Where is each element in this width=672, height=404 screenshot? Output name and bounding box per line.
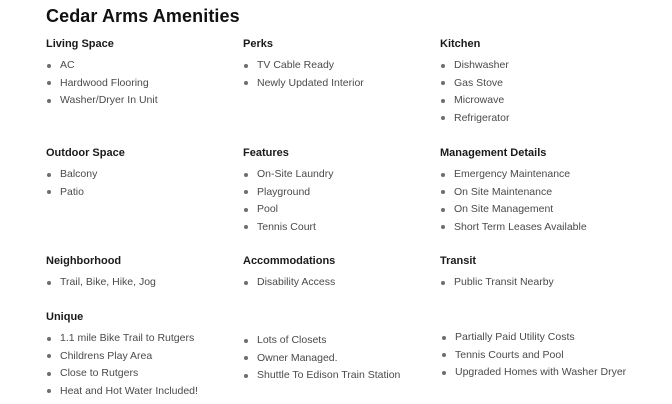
amenity-item xyxy=(441,364,626,382)
amenity-label: Hardwood Flooring xyxy=(60,76,149,89)
amenity-item xyxy=(46,383,198,401)
amenity-list xyxy=(243,166,333,236)
amenity-label: Newly Updated Interior xyxy=(257,76,364,89)
amenity-item xyxy=(440,92,509,110)
section-living-space xyxy=(46,38,158,110)
amenity-item xyxy=(46,348,198,366)
section-heading: Kitchen xyxy=(440,38,481,50)
amenity-item xyxy=(243,332,400,350)
amenity-item xyxy=(46,184,125,202)
amenity-item xyxy=(243,201,333,219)
bullet-icon xyxy=(244,190,248,194)
amenity-list xyxy=(243,274,335,292)
amenity-label: Public Transit Nearby xyxy=(454,276,554,288)
amenity-label: Balcony xyxy=(60,168,98,180)
bullet-icon xyxy=(244,225,248,229)
amenity-label: Patio xyxy=(60,185,84,198)
amenity-label: AC xyxy=(60,59,75,71)
amenity-list xyxy=(440,166,587,236)
amenity-list xyxy=(46,330,198,400)
amenity-label: Partially Paid Utility Costs xyxy=(455,331,575,343)
bullet-icon xyxy=(441,99,445,103)
amenity-label: On Site Management xyxy=(454,203,554,215)
amenity-list xyxy=(440,57,509,127)
amenity-label: Dishwasher xyxy=(454,59,509,71)
amenity-item xyxy=(46,92,158,110)
bullet-icon xyxy=(244,208,248,212)
section-management-details xyxy=(440,147,587,236)
amenity-item xyxy=(441,329,626,347)
bullet-icon xyxy=(244,281,248,285)
section-unique-column-3 xyxy=(441,329,626,382)
amenity-label: Pool xyxy=(257,203,279,215)
bullet-icon xyxy=(441,116,445,120)
bullet-icon xyxy=(47,190,51,194)
amenity-label: Refrigerator xyxy=(454,111,510,124)
section-heading: Features xyxy=(243,147,289,159)
section-heading: Outdoor Space xyxy=(46,147,125,159)
amenity-label: Short Term Leases Available xyxy=(454,220,587,233)
amenity-item xyxy=(46,330,198,348)
bullet-icon xyxy=(442,336,446,340)
bullet-icon xyxy=(244,339,248,343)
bullet-icon xyxy=(441,64,445,68)
amenity-label: Washer/Dryer In Unit xyxy=(60,94,158,106)
amenity-label: Tennis Courts and Pool xyxy=(455,348,564,361)
amenity-item xyxy=(243,75,364,93)
amenity-list xyxy=(441,329,626,382)
bullet-icon xyxy=(47,281,51,285)
amenity-label: Lots of Closets xyxy=(257,334,327,346)
bullet-icon xyxy=(244,81,248,85)
section-transit xyxy=(440,255,554,292)
bullet-icon xyxy=(441,81,445,85)
section-unique xyxy=(46,311,198,400)
bullet-icon xyxy=(441,173,445,177)
amenity-label: Childrens Play Area xyxy=(60,349,153,362)
amenity-list xyxy=(440,274,554,292)
bullet-icon xyxy=(244,64,248,68)
amenity-label: Disability Access xyxy=(257,276,336,288)
amenity-item xyxy=(440,274,554,292)
amenity-list xyxy=(46,274,156,292)
amenity-item xyxy=(440,184,587,202)
section-heading: Neighborhood xyxy=(46,255,122,267)
amenity-item xyxy=(441,347,626,365)
bullet-icon xyxy=(442,353,446,357)
section-neighborhood xyxy=(46,255,156,292)
amenity-item xyxy=(46,274,156,292)
amenity-label: Heat and Hot Water Included! xyxy=(60,384,198,397)
bullet-icon xyxy=(441,208,445,212)
amenity-item xyxy=(243,166,333,184)
amenity-label: On-Site Laundry xyxy=(257,168,334,180)
bullet-icon xyxy=(47,389,51,393)
amenity-label: Owner Managed. xyxy=(257,351,338,364)
amenity-item xyxy=(440,57,509,75)
amenity-label: Trail, Bike, Hike, Jog xyxy=(60,276,156,288)
amenity-item xyxy=(243,219,333,237)
amenity-label: TV Cable Ready xyxy=(257,59,335,71)
amenity-label: Close to Rutgers xyxy=(60,367,139,379)
amenity-item xyxy=(46,365,198,383)
bullet-icon xyxy=(441,225,445,229)
amenity-item xyxy=(46,75,158,93)
amenity-label: Gas Stove xyxy=(454,76,504,89)
bullet-icon xyxy=(47,81,51,85)
amenity-item xyxy=(243,274,335,292)
bullet-icon xyxy=(441,190,445,194)
amenity-item xyxy=(243,350,400,368)
section-heading: Management Details xyxy=(440,147,547,159)
section-unique-column-2 xyxy=(243,332,400,385)
amenity-item xyxy=(440,75,509,93)
bullet-icon xyxy=(47,337,51,341)
bullet-icon xyxy=(47,64,51,68)
section-heading: Unique xyxy=(46,311,84,323)
amenity-item xyxy=(46,57,158,75)
bullet-icon xyxy=(244,374,248,378)
section-accommodations xyxy=(243,255,335,292)
amenity-list xyxy=(46,166,125,201)
section-kitchen xyxy=(440,38,509,127)
amenity-item xyxy=(440,219,587,237)
amenity-label: Microwave xyxy=(454,94,505,106)
section-perks xyxy=(243,38,364,92)
amenity-label: Upgraded Homes with Washer Dryer xyxy=(455,366,627,378)
bullet-icon xyxy=(441,281,445,285)
section-heading: Transit xyxy=(440,255,477,267)
bullet-icon xyxy=(244,356,248,360)
amenity-item xyxy=(243,367,400,385)
amenity-label: Shuttle To Edison Train Station xyxy=(257,369,401,381)
amenity-label: On Site Maintenance xyxy=(454,185,553,198)
bullet-icon xyxy=(47,372,51,376)
bullet-icon xyxy=(47,354,51,358)
bullet-icon xyxy=(442,371,446,375)
amenity-label: Tennis Court xyxy=(257,220,316,233)
amenity-label: Emergency Maintenance xyxy=(454,168,571,180)
amenity-item xyxy=(243,57,364,75)
amenity-label: Playground xyxy=(257,185,311,198)
amenity-item xyxy=(440,166,587,184)
bullet-icon xyxy=(47,173,51,177)
amenity-list xyxy=(243,57,364,92)
amenity-item xyxy=(440,110,509,128)
section-heading: Perks xyxy=(243,38,273,50)
amenity-item xyxy=(440,201,587,219)
section-outdoor-space xyxy=(46,147,125,201)
amenity-list xyxy=(46,57,158,110)
section-heading: Living Space xyxy=(46,38,114,50)
section-features xyxy=(243,147,333,236)
bullet-icon xyxy=(244,173,248,177)
amenity-list xyxy=(243,332,400,385)
bullet-icon xyxy=(47,99,51,103)
amenity-item xyxy=(243,184,333,202)
amenity-label: 1.1 mile Bike Trail to Rutgers xyxy=(60,332,195,344)
amenity-item xyxy=(46,166,125,184)
page-title: Cedar Arms Amenities xyxy=(46,6,240,26)
section-heading: Accommodations xyxy=(243,255,336,267)
